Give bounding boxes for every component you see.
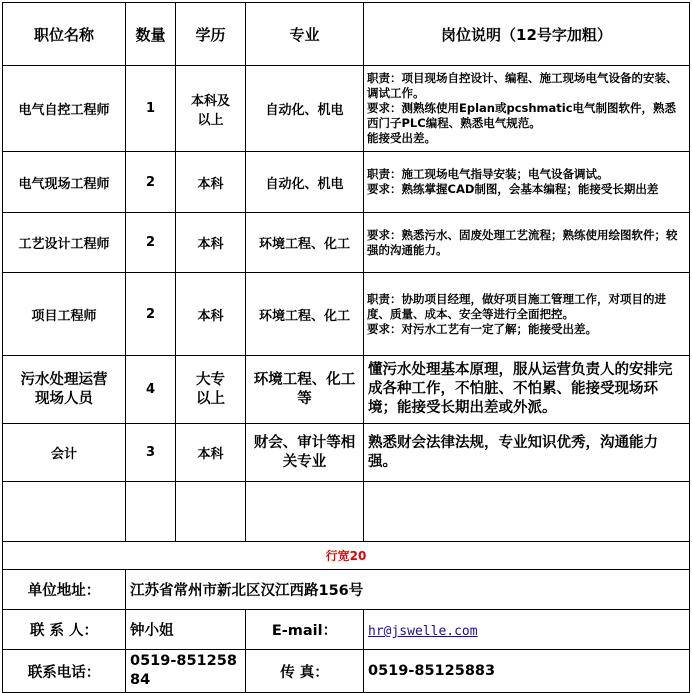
job-major: 自动化、机电 <box>246 66 364 152</box>
col-education-header: 学历 <box>176 3 246 66</box>
col-title-header: 职位名称 <box>3 3 126 66</box>
address-row <box>3 570 690 610</box>
job-title: 会计 <box>3 424 126 482</box>
job-count: 4 <box>126 356 176 424</box>
job-count: 2 <box>126 273 176 356</box>
job-row <box>3 66 690 152</box>
empty-cell <box>246 482 364 542</box>
job-row <box>3 152 690 213</box>
job-major: 环境工程、化工 <box>246 213 364 273</box>
job-row <box>3 213 690 273</box>
empty-cell <box>176 482 246 542</box>
note-row <box>3 542 690 570</box>
job-description: 要求：熟悉污水、固废处理工艺流程；熟练使用绘图软件；较强的沟通能力。 <box>364 213 690 273</box>
col-description-header: 岗位说明（12号字加粗） <box>364 3 690 66</box>
job-row <box>3 424 690 482</box>
person-row <box>3 610 690 650</box>
empty-row <box>3 482 690 542</box>
row-width-note: 行宽20 <box>3 542 690 570</box>
phone-label: 联系电话： <box>3 650 126 693</box>
job-education: 大专以上 <box>176 356 246 424</box>
job-major: 自动化、机电 <box>246 152 364 213</box>
person-value: 钟小姐 <box>126 610 246 650</box>
job-table <box>2 2 690 693</box>
phone-value: 0519-85125884 <box>126 650 246 693</box>
job-title: 工艺设计工程师 <box>3 213 126 273</box>
fax-label: 传 真： <box>246 650 364 693</box>
job-major: 环境工程、化工等 <box>246 356 364 424</box>
job-row <box>3 356 690 424</box>
address-label: 单位地址： <box>3 570 126 610</box>
header-row <box>3 3 690 66</box>
address-value: 江苏省常州市新北区汉江西路156号 <box>126 570 690 610</box>
job-education: 本科 <box>176 273 246 356</box>
job-description: 熟悉财会法律法规，专业知识优秀，沟通能力强。 <box>364 424 690 482</box>
fax-value: 0519-85125883 <box>364 650 690 693</box>
email-link[interactable]: hr@jswelle.com <box>368 624 478 639</box>
job-major: 环境工程、化工 <box>246 273 364 356</box>
job-count: 2 <box>126 213 176 273</box>
phone-row <box>3 650 690 693</box>
email-label: E-mail： <box>246 610 364 650</box>
job-title: 污水处理运营现场人员 <box>3 356 126 424</box>
job-count: 1 <box>126 66 176 152</box>
col-count-header: 数量 <box>126 3 176 66</box>
empty-cell <box>3 482 126 542</box>
empty-cell <box>364 482 690 542</box>
job-description: 职责：施工现场电气指导安装；电气设备调试。 要求：熟练掌握CAD制图，会基本编程；能接受长期出差 <box>364 152 690 213</box>
email-cell <box>364 610 690 650</box>
job-description: 职责：项目现场自控设计、编程、施工现场电气设备的安装、调试工作。 要求：测熟练使用Eplan或pcshmatic电气制图软件，熟悉西门子PLC编程、熟悉电气规范。 能接受出差。 <box>364 66 690 152</box>
job-count: 3 <box>126 424 176 482</box>
job-count: 2 <box>126 152 176 213</box>
job-major: 财会、审计等相关专业 <box>246 424 364 482</box>
job-education: 本科 <box>176 424 246 482</box>
job-title: 电气现场工程师 <box>3 152 126 213</box>
empty-cell <box>126 482 176 542</box>
job-row <box>3 273 690 356</box>
job-education: 本科 <box>176 152 246 213</box>
job-description: 职责：协助项目经理，做好项目施工管理工作，对项目的进度、质量、成本、安全等进行全面把控。 要求：对污水工艺有一定了解；能接受出差。 <box>364 273 690 356</box>
person-label: 联 系 人： <box>3 610 126 650</box>
job-education: 本科及以上 <box>176 66 246 152</box>
job-description: 懂污水处理基本原理，服从运营负责人的安排完成各种工作，不怕脏、不怕累、能接受现场环境；能接受长期出差或外派。 <box>364 356 690 424</box>
job-education: 本科 <box>176 213 246 273</box>
job-title: 项目工程师 <box>3 273 126 356</box>
job-title: 电气自控工程师 <box>3 66 126 152</box>
col-major-header: 专业 <box>246 3 364 66</box>
